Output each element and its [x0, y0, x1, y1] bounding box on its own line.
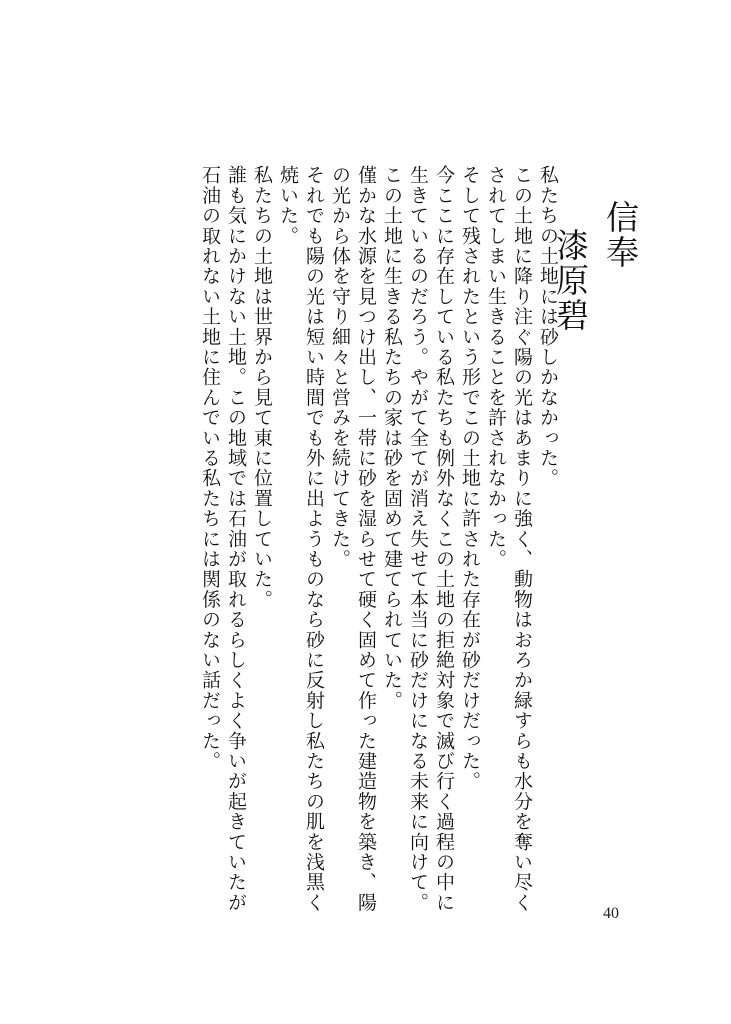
page-number: 40 — [603, 905, 619, 922]
author-name: 漆原碧 — [551, 228, 590, 333]
text-line: この土地に生きる私たちの家は砂を固めて建てられていた。 — [381, 165, 403, 711]
text-line: 私たちの土地には砂しかなかった。 — [537, 165, 559, 489]
text-line: 私たちの土地は世界から見て東に位置していた。 — [251, 165, 273, 610]
text-line: の光から体を守り細々と営みを続けてきた。 — [329, 165, 351, 569]
text-line: 誰も気にかけない土地。この地域では石油が取れるらしくよく争いが起きていたが — [225, 165, 247, 913]
text-line: それでも陽の光は短い時間でも外に出ようものなら砂に反射し私たちの肌を浅黒く — [303, 165, 325, 913]
body-text — [197, 165, 561, 913]
story-title: 信奉 — [601, 200, 640, 270]
text-line: そして残されたという形でこの土地に許された存在が砂だけだった。 — [459, 165, 481, 792]
title-block — [551, 200, 645, 410]
text-line: 焼いた。 — [277, 165, 299, 246]
text-line: この土地に降り注ぐ陽の光はあまりに強く、動物はおろか緑すらも水分を奪い尽く — [511, 165, 533, 913]
text-line: 今ここに存在している私たちも例外なくこの土地の拒絶対象で滅び行く過程の中に — [433, 165, 455, 913]
text-line: されてしまい生きることを許されなかった。 — [485, 165, 507, 569]
text-line: 生きているのだろう。やがて全てが消え失せて本当に砂だけになる未来に向けて。 — [407, 165, 429, 913]
text-line: 石油の取れない土地に住んでいる私たちには関係のない話だった。 — [199, 165, 221, 771]
text-line: 僅かな水源を見つけ出し、一帯に砂を湿らせて硬く固めて作った建造物を築き、陽 — [355, 165, 377, 913]
